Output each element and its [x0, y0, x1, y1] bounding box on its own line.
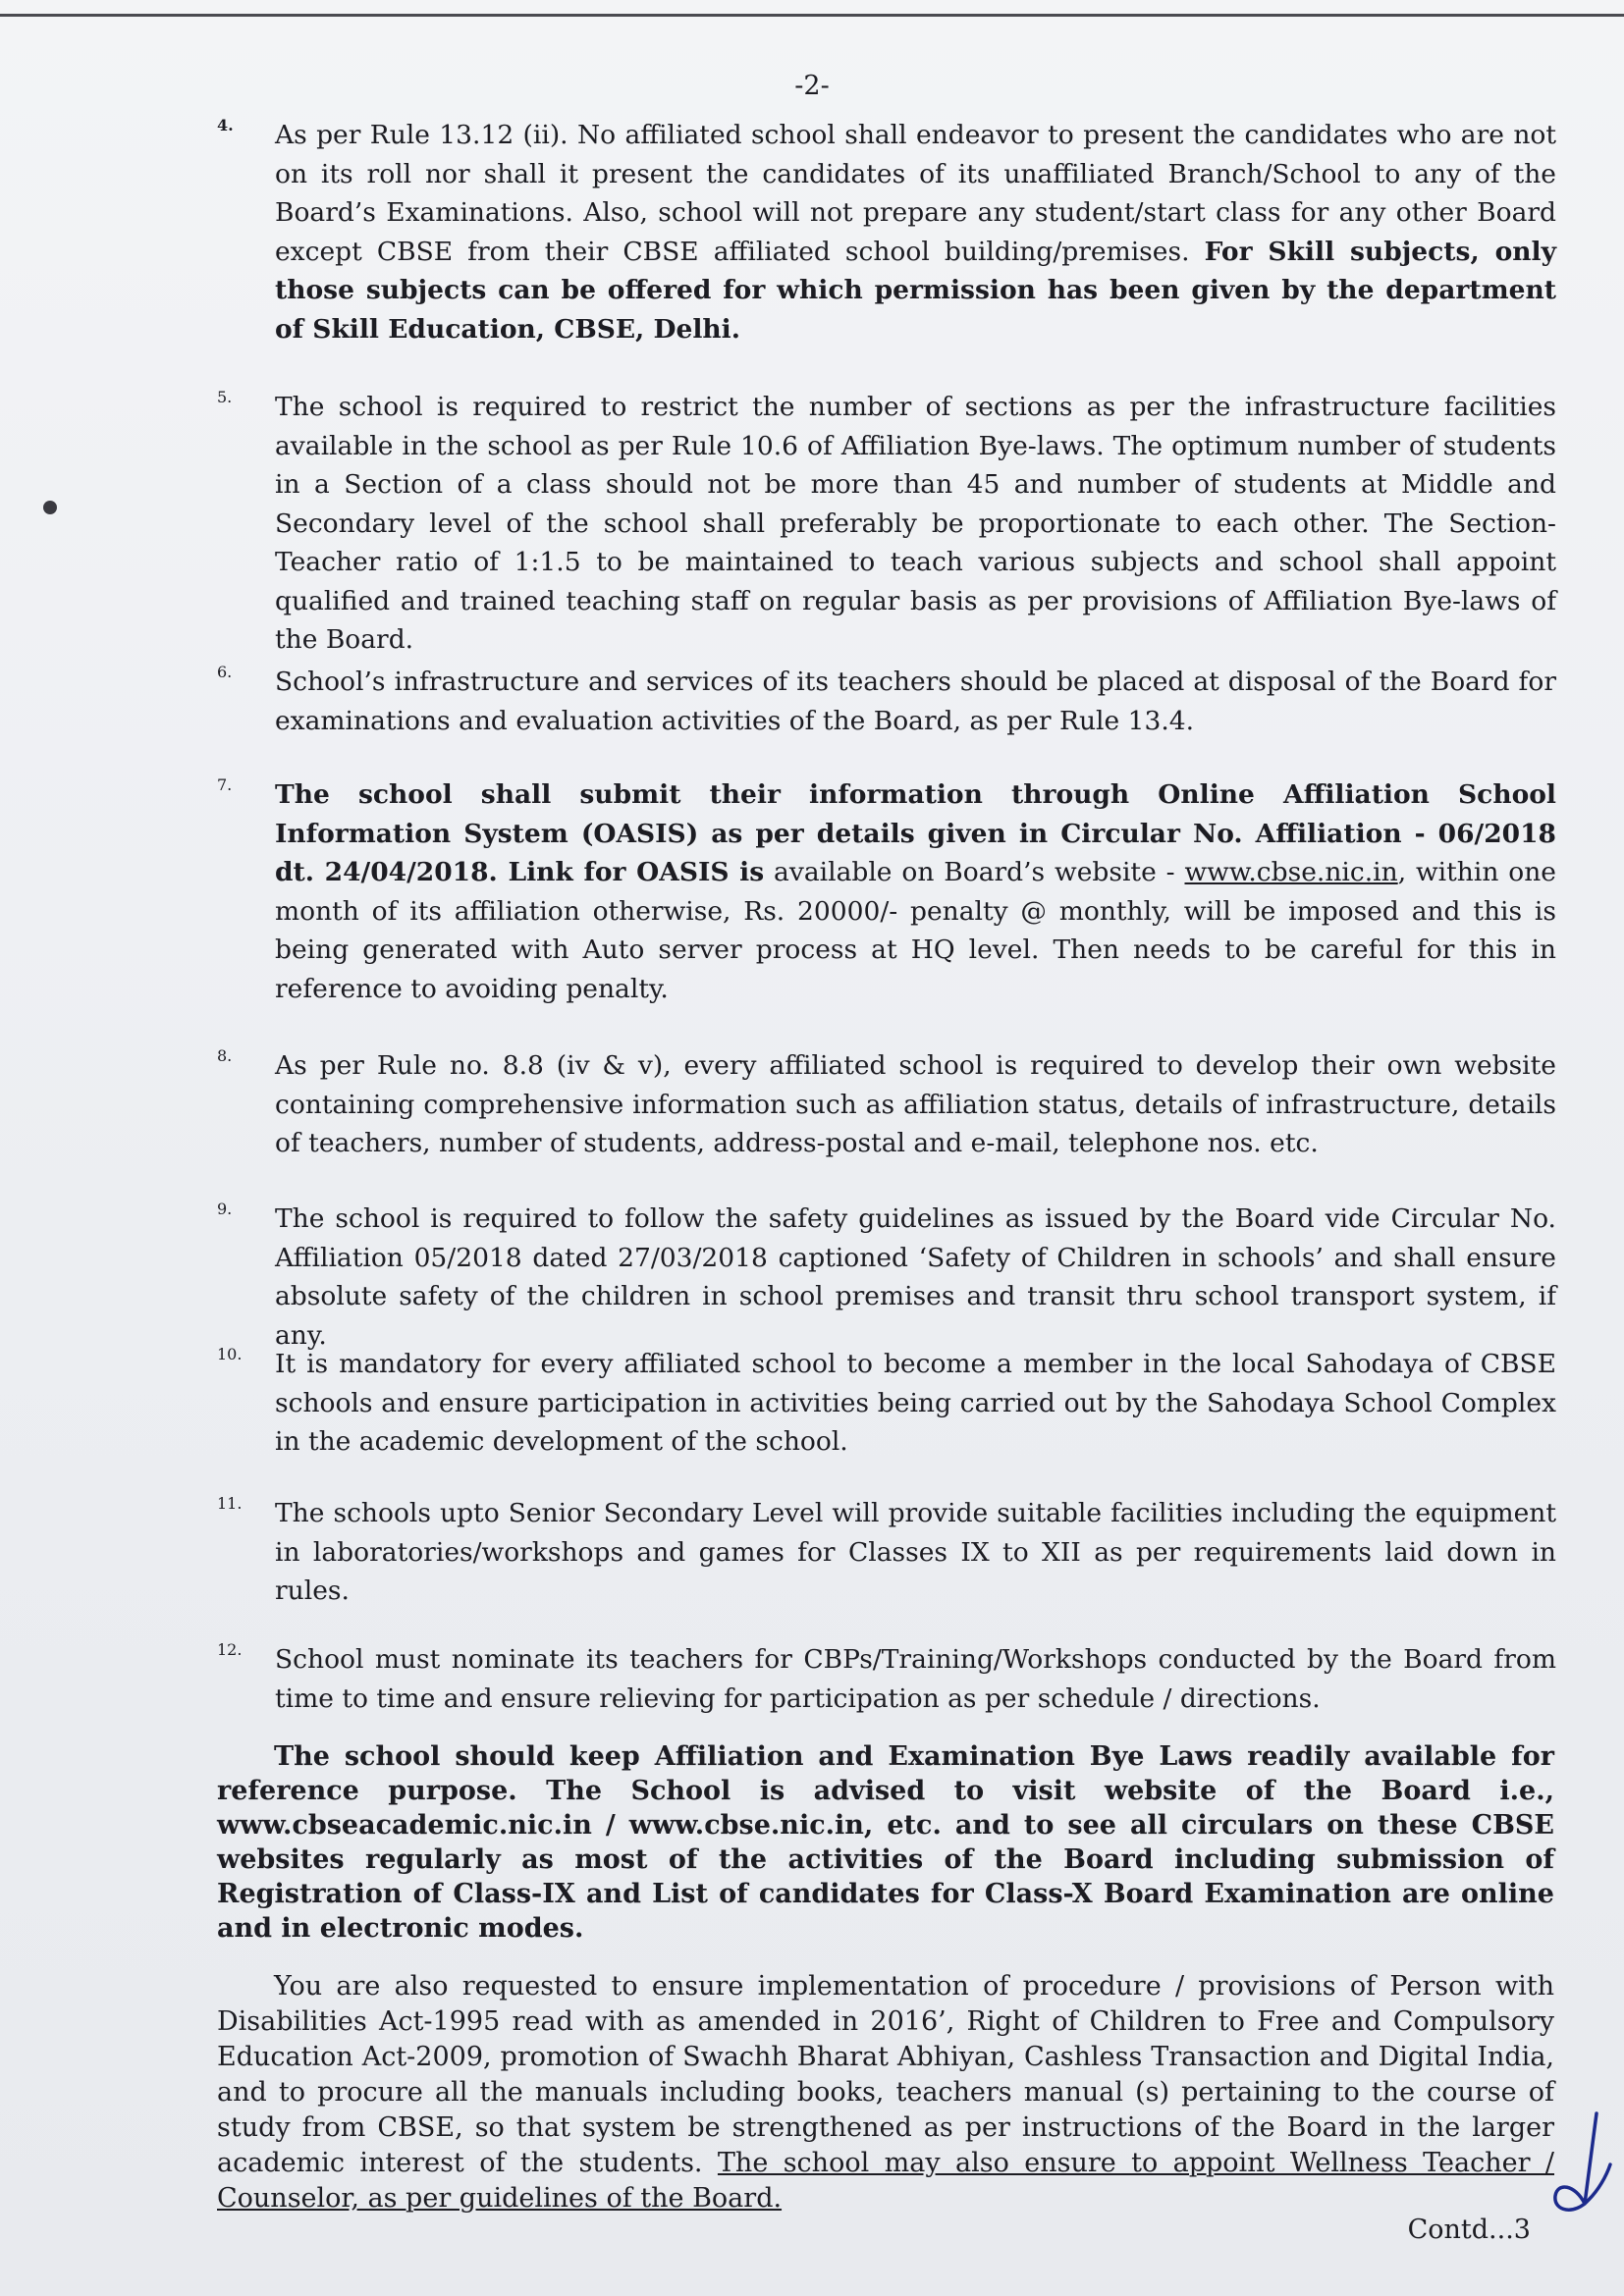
item-text — [275, 1640, 1556, 1718]
list-item-6 — [218, 663, 1556, 740]
top-border-line — [0, 14, 1624, 17]
continued-marker: Contd...3 — [1407, 2215, 1531, 2245]
list-item-8 — [218, 1046, 1556, 1163]
item-number: 5. — [217, 388, 233, 406]
bold-text-segment: For Skill subjects, only those subjects can be offered for which permission has been given by the department of Skill Education, CBSE, Delhi. — [275, 236, 1556, 345]
text-segment: School’s infrastructure and services of its teachers should be placed at disposal of the Board for examinations and evaluation activities of the Board, as per Rule 13.4. — [275, 667, 1556, 736]
item-text — [275, 775, 1556, 1008]
text-segment: It is mandatory for every affiliated school to become a member in the local Sahodaya of CBSE schools and ensure participation in activities being carried out by the Sahodaya School Complex in the academic development of the school. — [275, 1349, 1556, 1457]
page-number: -2- — [794, 71, 830, 101]
item-text — [275, 1200, 1556, 1355]
bold-text-segment: The school shall submit their information through Online Affiliation School Information System (OASIS) as per details given in Circular No. Affiliation - 06/2018 dt. 24/04/2018. Link for OASIS is — [275, 779, 1556, 887]
list-item-12 — [218, 1640, 1556, 1718]
list-item-4 — [218, 116, 1556, 348]
list-item-7 — [218, 775, 1556, 1008]
list-item-5 — [218, 388, 1556, 660]
item-text — [275, 1046, 1556, 1163]
closing-paragraph-text: You are also requested to ensure implementation of procedure / provisions of Person with Disabilities Act-1995 read with as amended in 2016’, Right of Children to Free and Compulsory Education Act-2009, promotion of Swachh Bharat Abhiyan, Cashless Transaction and Digital India, and to procure all the manuals including books, teachers manual (s) pertaining to the course of study from CBSE, so that system be strengthened as per instructions of the Board in the larger academic interest of the students. — [217, 1971, 1554, 2178]
punch-hole-mark — [43, 501, 57, 514]
text-segment: The school is required to restrict the number of sections as per the infrastructure facilities available in the school as per Rule 10.6 of Affiliation Bye-laws. The optimum number of students in a Section of a class should not be more than 45 and number of students at Middle and Secondary level of the school shall preferably be proportionate to each other. The Section-Teacher ratio of 1:1.5 to be maintained to teach various subjects and school shall appoint qualified and trained teaching staff on regular basis as per provisions of Affiliation Bye-laws of the Board. — [275, 392, 1556, 655]
item-number: 6. — [217, 663, 233, 681]
text-segment: As per Rule no. 8.8 (iv & v), every affiliated school is required to develop their own website containing comprehensive information such as affiliation status, details of infrastructure, details of teachers, number of students, address-postal and e-mail, telephone nos. etc. — [275, 1050, 1556, 1158]
item-number: 11. — [217, 1494, 243, 1513]
list-item-10 — [218, 1345, 1556, 1462]
item-text — [275, 116, 1556, 348]
item-text — [275, 388, 1556, 660]
text-segment: , within one month of its affiliation otherwise, Rs. 20000/- penalty @ monthly, will be imposed and this is being generated with Auto server process at HQ level. Then needs to be careful for this in reference to avoiding penalty. — [275, 857, 1556, 1004]
list-item-11 — [218, 1494, 1556, 1611]
item-number: 9. — [217, 1200, 233, 1218]
item-number: 7. — [217, 775, 233, 794]
text-segment: School must nominate its teachers for CBPs/Training/Workshops conducted by the Board from time to time and ensure relieving for participation as per schedule / directions. — [275, 1644, 1556, 1714]
list-item-9 — [218, 1200, 1556, 1355]
signature-mark — [1545, 2106, 1614, 2223]
item-number: 4. — [217, 116, 234, 134]
text-segment: available on Board’s website - — [764, 857, 1185, 887]
item-text — [275, 1345, 1556, 1462]
item-number: 8. — [217, 1046, 233, 1065]
wellness-teacher-note: The school may also ensure to appoint Wellness Teacher / Counselor, as per guidelines of the Board. — [217, 2148, 1555, 2214]
text-segment: The schools upto Senior Secondary Level will provide suitable facilities including the equipment in laboratories/workshops and games for Classes IX to XII as per requirements laid down in rules. — [275, 1498, 1556, 1606]
website-link[interactable]: www.cbse.nic.in — [1184, 857, 1398, 887]
closing-paragraph — [217, 1969, 1554, 2216]
item-number: 10. — [217, 1345, 243, 1363]
bye-laws-notice-paragraph: The school should keep Affiliation and Examination Bye Laws readily available for reference purpose. The School is advised to visit website of the Board i.e., www.cbseacademic.nic.in / www.cbse.nic.in, etc. and to see all circulars on these CBSE websites regularly as most of the activities of the Board including submission of Registration of Class-IX and List of candidates for Class-X Board Examination are online and in electronic modes. — [217, 1741, 1554, 1944]
text-segment: As per Rule 13.12 (ii). No affiliated school shall endeavor to present the candidates who are not on its roll nor shall it present the candidates of its unaffiliated Branch/School to any of the Board’s Examinations. Also, school will not prepare any student/start class for any other Board except CBSE from their CBSE affiliated school building/premises. — [275, 120, 1556, 267]
text-segment: The school is required to follow the safety guidelines as issued by the Board vide Circular No. Affiliation 05/2018 dated 27/03/2018 captioned ‘Safety of Children in schools’ and shall ensure absolute safety of the children in school premises and transit thru school transport system, if any. — [275, 1203, 1556, 1351]
item-text — [275, 663, 1556, 740]
item-number: 12. — [217, 1640, 243, 1659]
item-text — [275, 1494, 1556, 1611]
